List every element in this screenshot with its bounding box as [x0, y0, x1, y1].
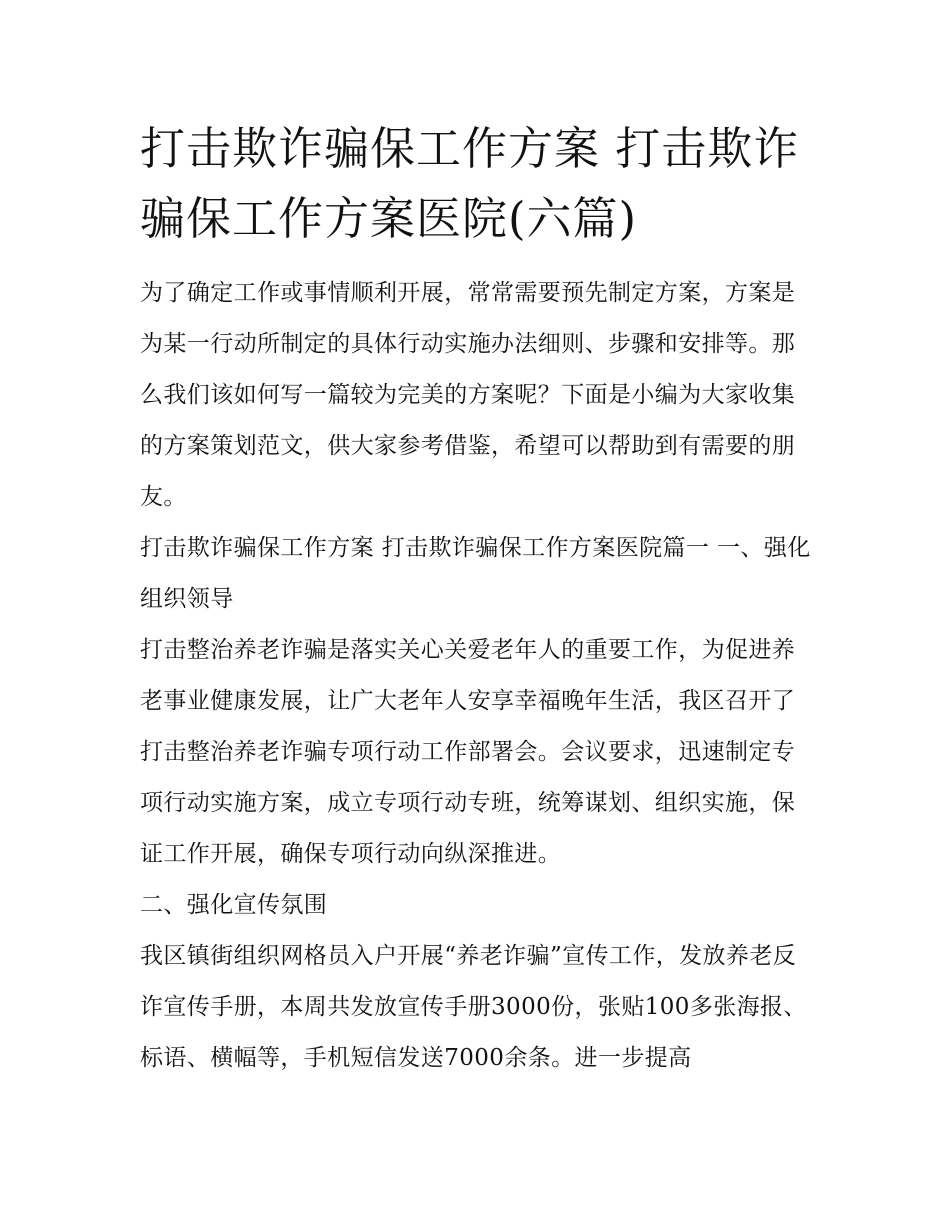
section-2-body: 我区镇街组织网格员入户开展“养老诈骗”宣传工作，发放养老反诈宣传手册，本周共发放宣传手册3000份，张贴100多张海报、标语、横幅等，手机短信发送7000余条。进一步提高 — [140, 943, 807, 1071]
section-1-heading: 打击欺诈骗保工作方案 打击欺诈骗保工作方案医院篇一 一、强化组织领导 — [140, 535, 811, 612]
document-title: 打击欺诈骗保工作方案 打击欺诈骗保工作方案医院(六篇) — [140, 122, 800, 245]
intro-paragraph: 为了确定工作或事情顺利开展，常常需要预先制定方案，方案是为某一行动所制定的具体行动实施办法细则、步骤和安排等。那么我们该如何写一篇较为完美的方案呢？下面是小编为大家收集的方案策划范文，供大家参考借鉴，希望可以帮助到有需要的朋友。 — [140, 280, 796, 510]
section-2-heading: 二、强化宣传氛围 — [140, 892, 328, 918]
section-1-body: 打击整治养老诈骗是落实关心关爱老年人的重要工作，为促进养老事业健康发展，让广大老年人安享幸福晚年生活，我区召开了打击整治养老诈骗专项行动工作部署会。会议要求，迅速制定专项行动实施方案，成立专项行动专班，统筹谋划、组织实施，保证工作开展，确保专项行动向纵深推进。 — [140, 637, 796, 867]
document-content — [140, 114, 812, 1084]
